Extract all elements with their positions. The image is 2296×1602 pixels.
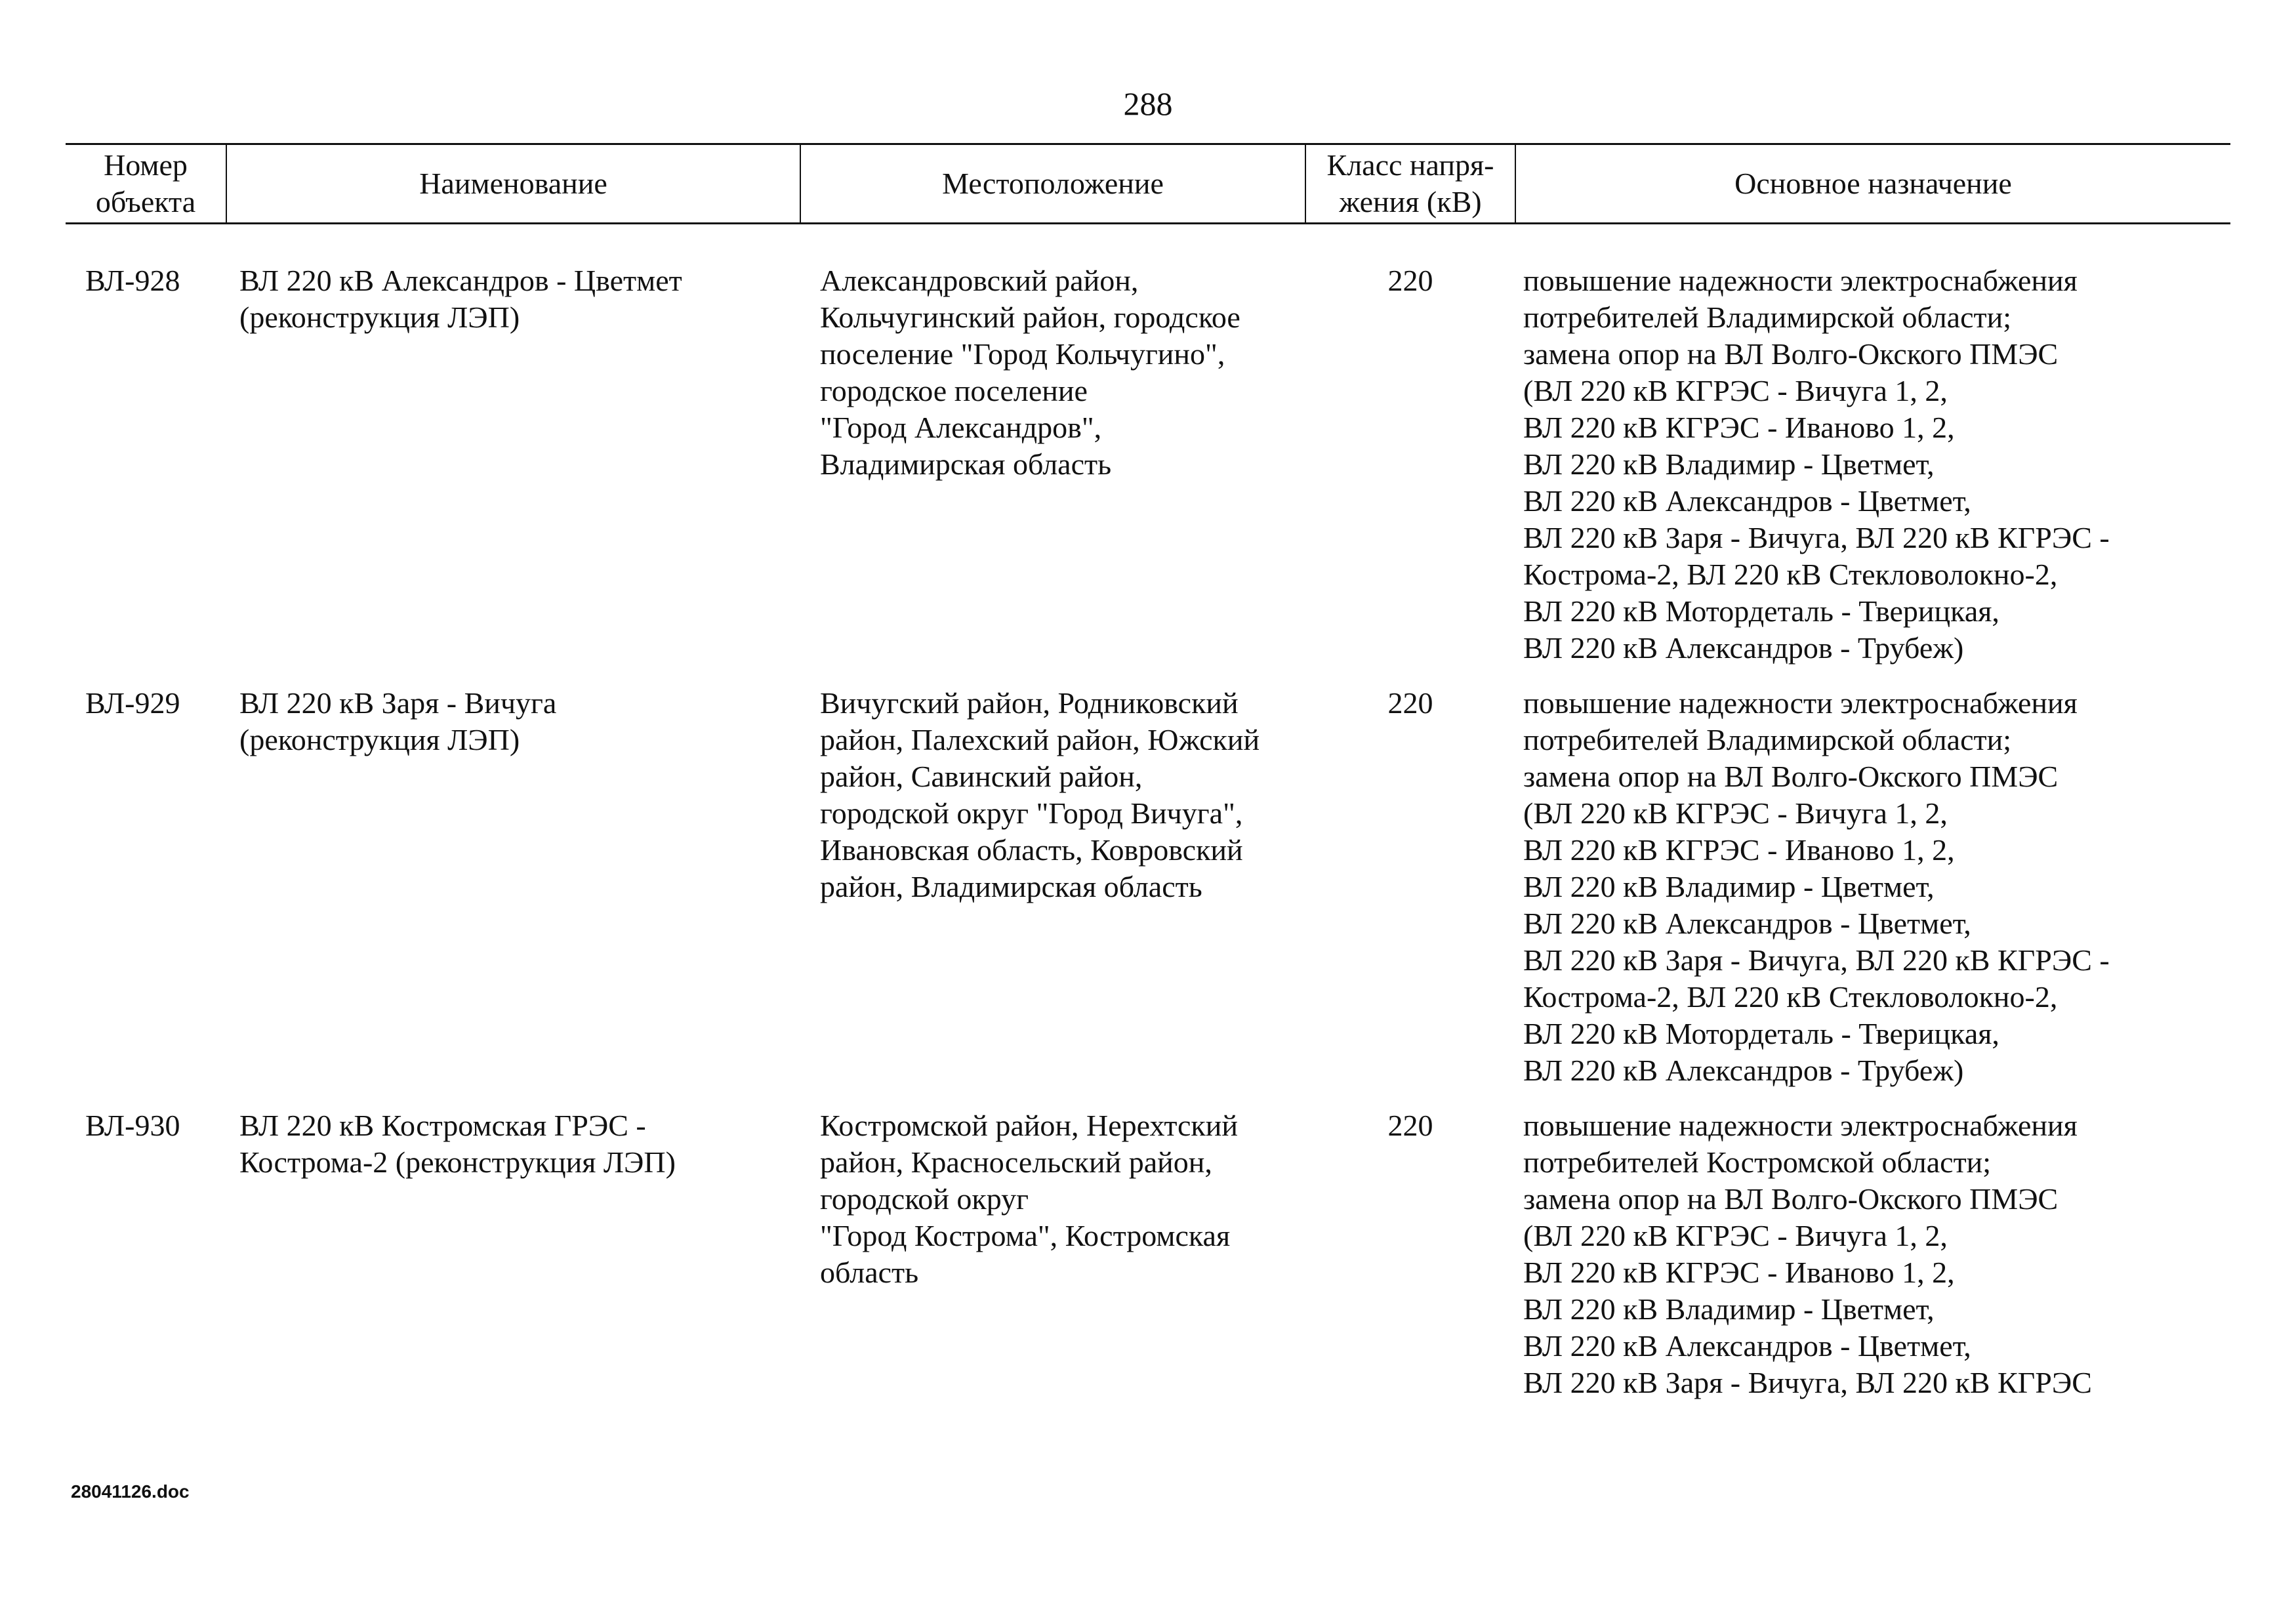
cell-line: городской округ [820, 1182, 1029, 1216]
objects-table [66, 143, 2230, 1401]
header-line: Номер [104, 148, 188, 182]
cell-line: ВЛ 220 кВ Владимир - Цветмет, [1523, 447, 1935, 481]
cell-line: ВЛ 220 кВ Моторд​еталь - Тверицкая, [1523, 594, 1999, 628]
object-number-cell: ВЛ-930 [85, 1109, 180, 1142]
cell-line: ВЛ 220 кВ Владимир - Цветмет, [1523, 1292, 1935, 1326]
cell-line: район, Красносельский район, [820, 1145, 1212, 1179]
cell-line: (ВЛ 220 кВ КГРЭС - Вичуга 1, 2, [1523, 374, 1948, 407]
cell-line: Кострома-2, ВЛ 220 кВ Стекловолокно-2, [1523, 980, 2058, 1014]
header-line: Основное назначение [1734, 167, 2012, 200]
cell-line: Вичугский район, Родниковский [820, 686, 1239, 720]
cell-line: район, Владимирская область [820, 870, 1202, 903]
header-voltage-class [1305, 144, 1515, 224]
cell-line: (реконструкция ЛЭП) [239, 300, 520, 334]
cell-line: городское поселение [820, 374, 1088, 407]
cell-line: ВЛ 220 кВ Александров - Цветмет [239, 264, 682, 297]
table-body [66, 224, 2230, 1402]
object-number-cell: ВЛ-929 [85, 686, 180, 720]
header-line: Местоположение [942, 167, 1164, 200]
header-line: Наименование [419, 167, 607, 200]
cell-line: Кострома-2, ВЛ 220 кВ Стекловолокно-2, [1523, 558, 2058, 591]
cell-line: ВЛ 220 кВ Александров - Цветмет, [1523, 484, 1971, 518]
header-location [800, 144, 1305, 224]
object-name-cell [226, 1089, 800, 1401]
purpose-cell [1515, 1089, 2230, 1401]
table-row [66, 224, 2230, 667]
header-name [226, 144, 800, 224]
cell-line: ВЛ 220 кВ Заря - Вичуга, ВЛ 220 кВ КГРЭС [1523, 1366, 2092, 1399]
cell-line: ВЛ 220 кВ Александров - Цветмет, [1523, 907, 1971, 940]
cell-line: ВЛ 220 кВ КГРЭС - Иваново 1, 2, [1523, 1256, 1955, 1289]
table-row [66, 667, 2230, 1089]
cell-line: (ВЛ 220 кВ КГРЭС - Вичуга 1, 2, [1523, 796, 1948, 830]
cell-line: район, Палехский район, Южский [820, 723, 1260, 756]
cell-line: Кострома-2 (реконструкция ЛЭП) [239, 1145, 676, 1179]
location-cell [800, 667, 1305, 1089]
purpose-cell [1515, 224, 2230, 667]
cell-line: ВЛ 220 кВ Александров - Цветмет, [1523, 1329, 1971, 1363]
voltage-class-cell: 220 [1387, 1109, 1433, 1142]
cell-line: повышение надежности электроснабжения [1523, 686, 2078, 720]
header-object-number [66, 144, 226, 224]
voltage-class-cell: 220 [1387, 264, 1433, 297]
cell-line: замена опор на ВЛ Волго-Окского ПМЭС [1523, 760, 2059, 793]
location-cell [800, 1089, 1305, 1401]
cell-line: Владимирская область [820, 447, 1112, 481]
cell-line: Костромской район, Нерехтский [820, 1109, 1239, 1142]
cell-line: ВЛ 220 кВ Александров - Трубеж) [1523, 631, 1964, 665]
cell-line: повышение надежности электроснабжения [1523, 264, 2078, 297]
cell-line: ВЛ 220 кВ КГРЭС - Иваново 1, 2, [1523, 833, 1955, 867]
purpose-cell [1515, 667, 2230, 1089]
cell-line: (ВЛ 220 кВ КГРЭС - Вичуга 1, 2, [1523, 1219, 1948, 1252]
table-header [66, 144, 2230, 224]
table-row [66, 1089, 2230, 1401]
cell-line: (реконструкция ЛЭП) [239, 723, 520, 756]
cell-line: потребителей Владимирской области; [1523, 723, 2012, 756]
cell-line: поселение "Город Кольчугино", [820, 337, 1225, 371]
cell-line: Ивановская область, Ковровский [820, 833, 1243, 867]
cell-line: Александровский район, [820, 264, 1139, 297]
cell-line: ВЛ 220 кВ Мотордеталь - Тверицкая, [1523, 1017, 1999, 1050]
cell-line: ВЛ 220 кВ Александров - Трубеж) [1523, 1054, 1964, 1087]
cell-line: замена опор на ВЛ Волго-Окского ПМЭС [1523, 337, 2059, 371]
cell-line: ВЛ 220 кВ Заря - Вичуга [239, 686, 557, 720]
cell-line: потребителей Владимирской области; [1523, 300, 2012, 334]
document-filename: 28041126.doc [71, 1481, 190, 1502]
cell-line: ВЛ 220 кВ Заря - Вичуга, ВЛ 220 кВ КГРЭС - [1523, 943, 2110, 977]
voltage-class-cell: 220 [1387, 686, 1433, 720]
page-number: 288 [1123, 85, 1173, 122]
cell-line: городской округ "Город Вичуга", [820, 796, 1243, 830]
cell-line: потребителей Костромской области; [1523, 1145, 1992, 1179]
cell-line: ВЛ 220 кВ Владимир - Цветмет, [1523, 870, 1935, 903]
header-purpose [1515, 144, 2230, 224]
location-cell [800, 224, 1305, 667]
cell-line: замена опор на ВЛ Волго-Окского ПМЭС [1523, 1182, 2059, 1216]
cell-line: "Город Кострома", Костромская [820, 1219, 1231, 1252]
cell-line: повышение надежности электроснабжения [1523, 1109, 2078, 1142]
cell-line: область [820, 1256, 919, 1289]
cell-line: Кольчугинский район, городское [820, 300, 1240, 334]
object-name-cell [226, 224, 800, 667]
cell-line: ВЛ 220 кВ Костромская ГРЭС - [239, 1109, 646, 1142]
cell-line: ВЛ 220 кВ Заря - Вичуга, ВЛ 220 кВ КГРЭС - [1523, 521, 2110, 554]
cell-line: район, Савинский район, [820, 760, 1143, 793]
header-line: Класс напря- [1326, 148, 1494, 182]
object-number-cell: ВЛ-928 [85, 264, 180, 297]
header-line: объекта [95, 185, 196, 218]
object-name-cell [226, 667, 800, 1089]
cell-line: ВЛ 220 кВ КГРЭС - Иваново 1, 2, [1523, 411, 1955, 444]
header-line: жения (кВ) [1339, 185, 1482, 218]
cell-line: "Город Александров", [820, 411, 1102, 444]
